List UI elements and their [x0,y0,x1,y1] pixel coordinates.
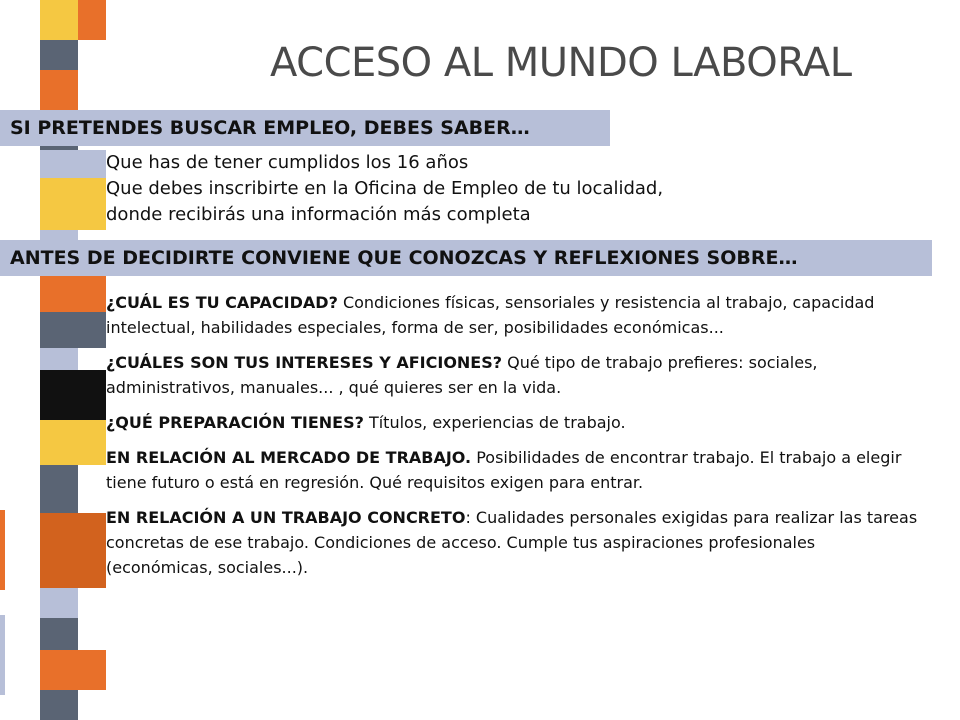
item-heading: EN RELACIÓN AL MERCADO DE TRABAJO. [106,448,472,467]
list-item-capacidad [106,290,926,340]
intro-line-3: donde recibirás una información más completa [106,204,531,225]
reflection-list [106,290,926,590]
list-item-preparacion [106,410,926,435]
list-item-trabajo-concreto [106,505,926,580]
item-text: : Cualidades personales exigidas para realizar las tareas concretas de ese trabajo. Condiciones de acceso. Cumple tus aspiraciones profesionales (económicas, sociales...). [106,508,918,577]
item-heading: ¿CUÁLES SON TUS INTERESES Y AFICIONES? [106,353,503,372]
item-heading: EN RELACIÓN A UN TRABAJO CONCRETO [106,508,466,527]
item-text: Condiciones físicas, sensoriales y resistencia al trabajo, capacidad intelectual, habilidades especiales, forma de ser, posibilidades económicas... [106,293,875,337]
item-heading: ¿CUÁL ES TU CAPACIDAD? [106,293,338,312]
list-item-mercado [106,445,926,495]
intro-line-1: Que has de tener cumplidos los 16 años [106,152,469,173]
intro-list [106,150,663,228]
item-text: Qué tipo de trabajo prefieres: sociales, administrativos, manuales... , qué quieres ser en la vida. [106,353,818,397]
banner-buscar-empleo [0,110,610,146]
banner-antes-de-decidirte [0,240,932,276]
item-text: Posibilidades de encontrar trabajo. El trabajo a elegir tiene futuro o está en regresión. Qué requisitos exigen para entrar. [106,448,902,492]
item-heading: ¿QUÉ PREPARACIÓN TIENES? [106,413,364,432]
intro-line-2: Que debes inscribirte en la Oficina de Empleo de tu localidad, [106,178,664,199]
list-item-intereses [106,350,926,400]
decorative-stripe [0,0,110,720]
banner-buscar-empleo-text: SI PRETENDES BUSCAR EMPLEO, DEBES SABER… [10,117,530,139]
page-title: ACCESO AL MUNDO LABORAL [270,40,852,86]
banner-antes-de-decidirte-text: ANTES DE DECIDIRTE CONVIENE QUE CONOZCAS Y REFLEXIONES SOBRE… [10,247,798,269]
item-text: Títulos, experiencias de trabajo. [363,413,626,432]
